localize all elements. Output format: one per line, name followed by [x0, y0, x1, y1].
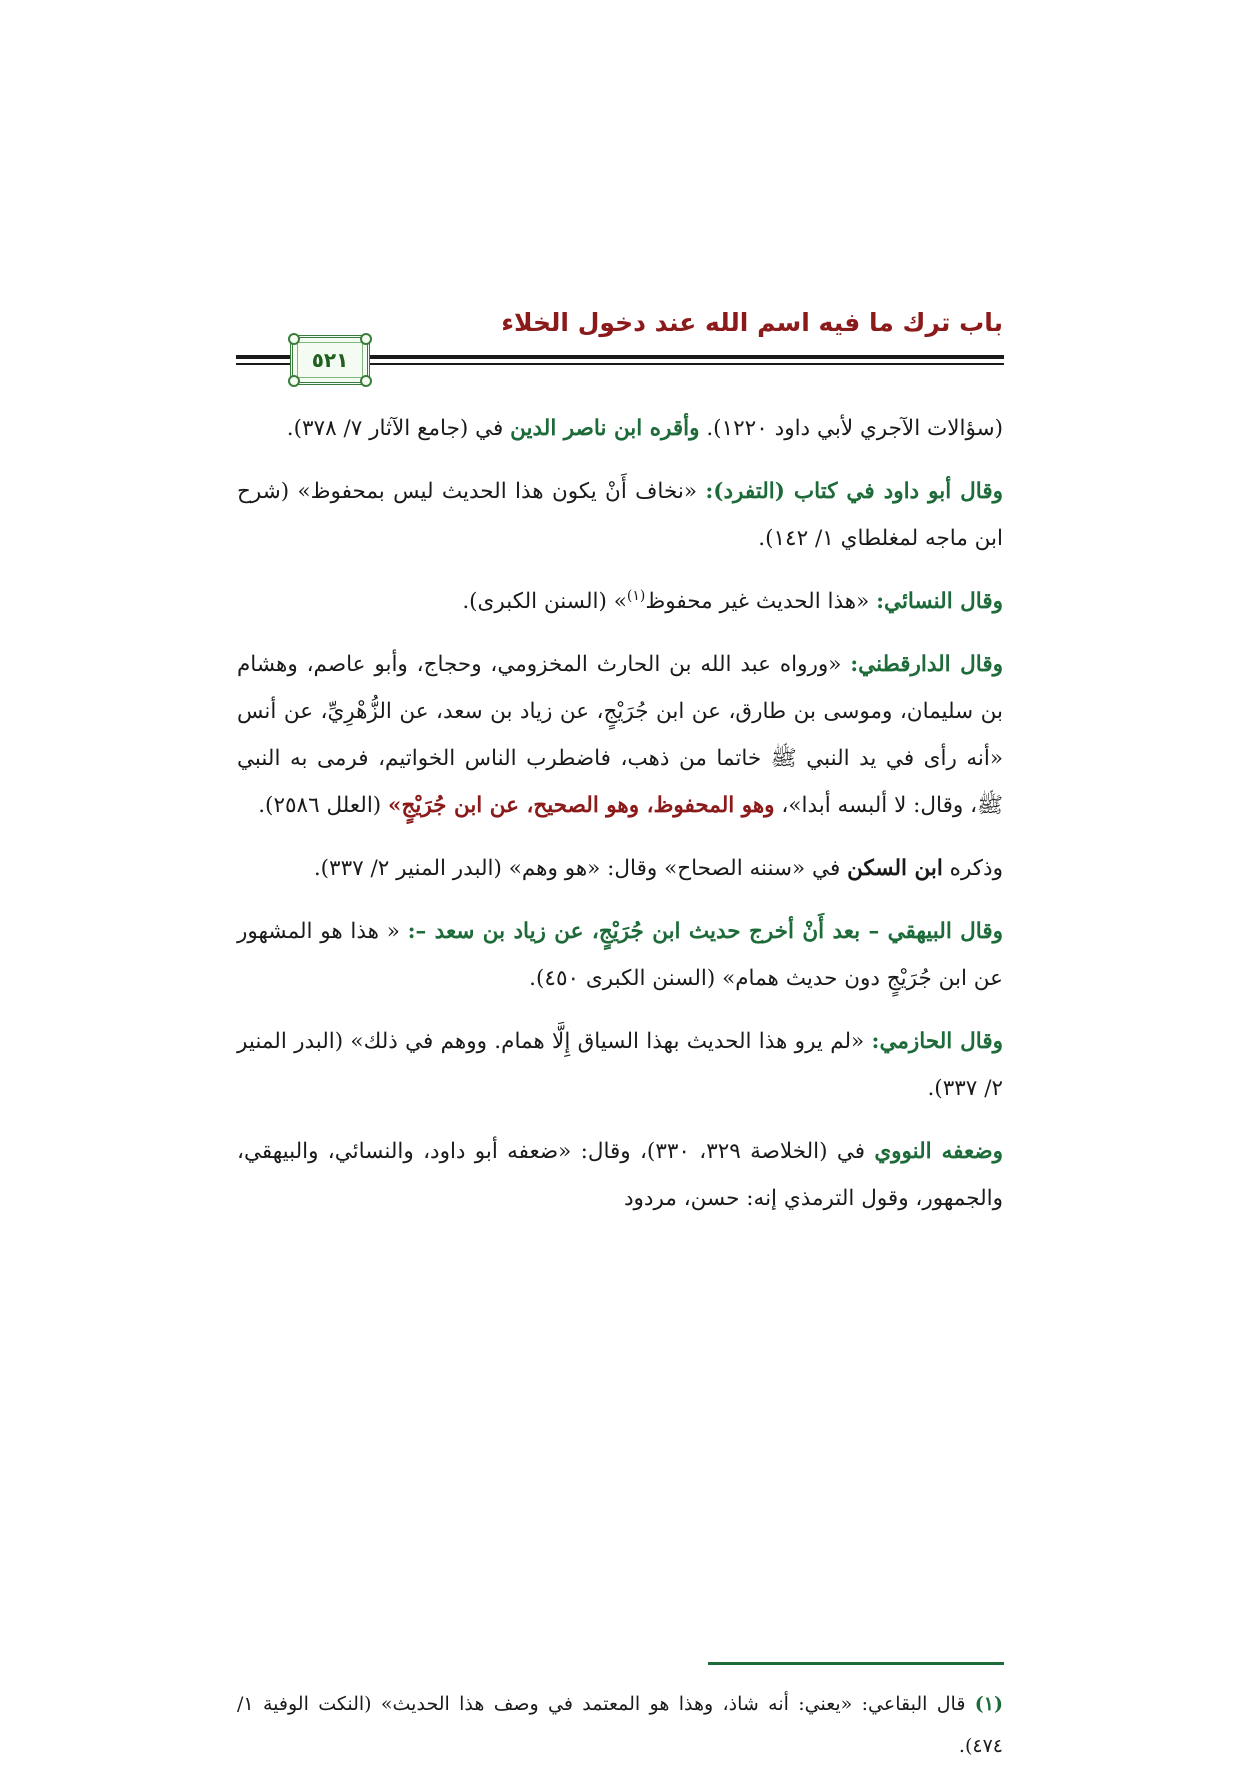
page-number-frame: [290, 335, 370, 385]
footnote: [237, 1683, 1003, 1767]
text-run: (سؤالات الآجري لأبي داود ١٢٢٠).: [699, 416, 1003, 441]
speaker-label: وقال الدارقطني:: [850, 652, 1003, 677]
text-run: وذكره: [942, 856, 1003, 881]
text-run: «لم يرو هذا الحديث بهذا السياق إِلَّا همام. ووهم في ذلك» (البدر المنير ٢/ ٣٣٧).: [237, 1029, 1003, 1101]
frame-ornament: [360, 333, 372, 345]
footnote-text: قال البقاعي: «يعني: أنه شاذ، وهذا هو المعتمد في وصف هذا الحديث» (النكت الوفية ١/ ٤٧٤).: [237, 1693, 1003, 1757]
text-run: «ورواه عبد الله بن الحارث المخزومي، وحجاج، وأبو عاصم، وهشام بن سليمان، وموسى بن طارق، عن ابن جُرَيْجٍ، عن زياد بن سعد، عن الزُّهْرِيِّ، عن أنس «أنه رأى في يد النبي ﷺ خاتما من ذهب، فاضطرب الناس الخواتيم، فرمى به النبي ﷺ، وقال: لا ألبسه أبدا»،: [237, 652, 1003, 818]
speaker-label: وقال البيهقي – بعد أَنْ أخرج حديث ابن جُرَيْجٍ، عن زياد بن سعد –:: [407, 919, 1003, 944]
running-title: باب ترك ما فيه اسم الله عند دخول الخلاء: [501, 308, 1003, 337]
text-run: «نخاف أَنْ يكون هذا الحديث ليس بمحفوظ» (شرح ابن ماجه لمغلطاي ١/ ١٤٢).: [237, 479, 1003, 551]
text-run: « هذا هو المشهور عن ابن جُرَيْجٍ دون حديث همام» (السنن الكبرى ٤٥٠).: [237, 919, 1003, 991]
highlight-run: وأقره ابن ناصر الدين: [510, 416, 700, 441]
header-rule-right-thin: [370, 363, 1004, 365]
frame-ornament: [288, 333, 300, 345]
header-rule-right: [370, 355, 1004, 359]
paragraph: [237, 1128, 1003, 1222]
header-rule-left: [236, 355, 290, 359]
emphasis-run: وهو المحفوظ، وهو الصحيح، عن ابن جُرَيْجٍ»: [388, 793, 775, 818]
page-number: ٥٢١: [311, 348, 349, 372]
text-run: (العلل ٢٥٨٦).: [258, 793, 389, 818]
speaker-label: وقال أبو داود في كتاب (التفرد):: [705, 479, 1003, 504]
paragraph: [237, 908, 1003, 1002]
text-run: في (الخلاصة ٣٢٩، ٣٣٠)، وقال: «ضعفه أبو داود، والنسائي، والبيهقي، والجمهور، وقول الترمذي إنه: حسن، مردود: [237, 1139, 1003, 1211]
frame-ornament: [288, 375, 300, 387]
text-run: في «سننه الصحاح» وقال: «هو وهم» (البدر المنير ٢/ ٣٣٧).: [313, 856, 848, 881]
paragraph: [237, 468, 1003, 562]
bold-run: ابن السكن: [847, 856, 943, 881]
footnote-marker: (١): [974, 1693, 1003, 1715]
text-run: «هذا الحديث غير محفوظ: [645, 589, 877, 614]
footnote-separator: [708, 1662, 1004, 1665]
paragraph: [237, 641, 1003, 829]
speaker-label: وقال النسائي:: [876, 589, 1003, 614]
text-run: في (جامع الآثار ٧/ ٣٧٨).: [286, 416, 511, 441]
main-text: [237, 405, 1003, 1238]
frame-ornament: [360, 375, 372, 387]
text-run: » (السنن الكبرى).: [462, 589, 627, 614]
paragraph: [237, 578, 1003, 625]
paragraph: [237, 845, 1003, 892]
speaker-label: وقال الحازمي:: [871, 1029, 1003, 1054]
footnote-reference[interactable]: (١): [626, 587, 646, 604]
speaker-label: وضعفه النووي: [874, 1139, 1004, 1164]
header-rule-left-thin: [236, 363, 290, 365]
paragraph: [237, 405, 1003, 452]
paragraph: [237, 1018, 1003, 1112]
